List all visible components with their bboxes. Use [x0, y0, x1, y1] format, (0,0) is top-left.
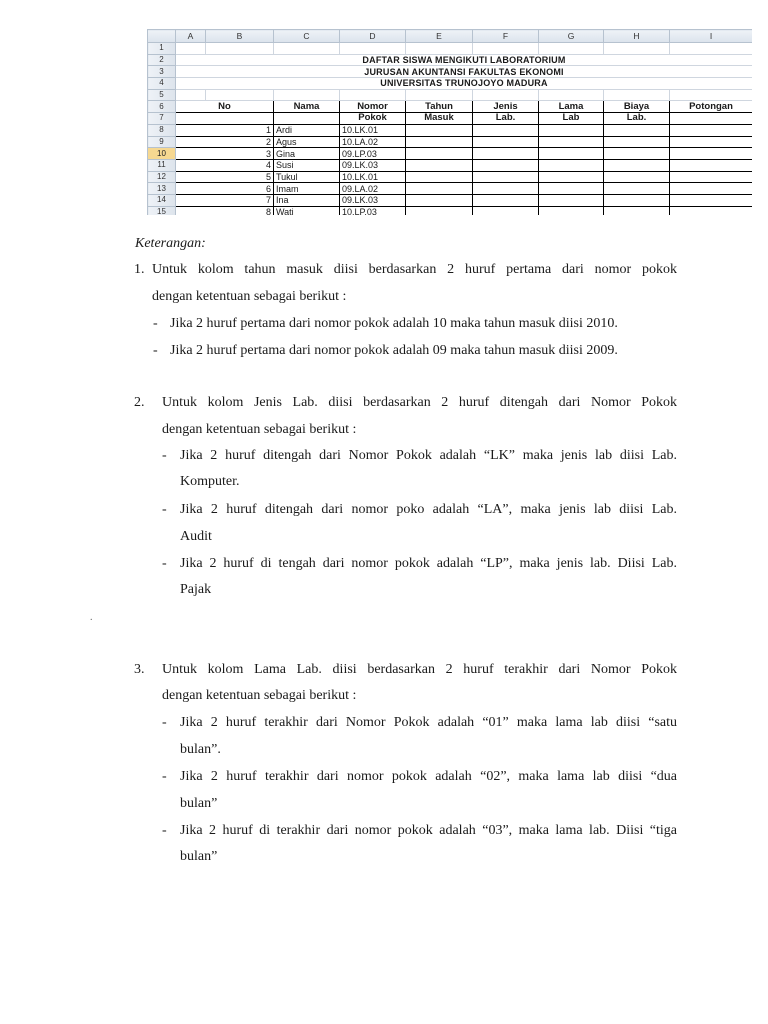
bullet-dash: -	[153, 343, 158, 358]
cell-nomor-pokok: 10.LP.03	[340, 206, 406, 215]
sheet-header-row	[148, 101, 753, 113]
header-biaya-lab: Lab.	[604, 113, 670, 125]
header-nama-2	[274, 113, 340, 125]
row-number: 15	[148, 206, 176, 215]
sheet-row	[148, 43, 753, 55]
cell-nomor-pokok: 10.LA.02	[340, 136, 406, 148]
section3-bullet1-line2: bulan”.	[180, 742, 221, 757]
header-no-2	[176, 113, 274, 125]
header-nomor: Nomor	[340, 101, 406, 113]
table-row	[148, 159, 753, 171]
bullet-dash: -	[162, 502, 167, 517]
row-number: 9	[148, 136, 176, 148]
table-row	[148, 194, 753, 206]
header-nama: Nama	[274, 101, 340, 113]
sheet-row	[148, 54, 753, 66]
sheet-header-row	[148, 113, 753, 125]
header-potongan-2	[670, 113, 753, 125]
section3-bullet1-line1: Jika 2 huruf terakhir dari Nomor Pokok adalah “01” maka lama lab diisi “satu	[180, 715, 677, 730]
cell-no: 1	[176, 124, 274, 136]
section3-line1: Untuk kolom Lama Lab. diisi berdasarkan 2 huruf terakhir dari Nomor Pokok	[162, 662, 677, 677]
spreadsheet-grid	[147, 29, 752, 215]
cell-nama: Wati	[274, 206, 340, 215]
table-row	[148, 124, 753, 136]
cell-nama: Susi	[274, 159, 340, 171]
bullet-dash: -	[162, 769, 167, 784]
column-header-h: H	[604, 30, 670, 43]
row-number: 7	[148, 113, 176, 125]
cell-nama: Gina	[274, 148, 340, 160]
section2-bullet2-line1: Jika 2 huruf ditengah dari nomor poko adalah “LA”, maka jenis lab diisi Lab.	[180, 502, 677, 517]
section2-bullet1-line1: Jika 2 huruf ditengah dari Nomor Pokok adalah “LK” maka jenis lab diisi Lab.	[180, 448, 677, 463]
header-masuk: Masuk	[406, 113, 473, 125]
section2-bullet3-line1: Jika 2 huruf di tengah dari nomor pokok adalah “LP”, maka jenis lab. Diisi Lab.	[180, 556, 677, 571]
row-number: 13	[148, 183, 176, 195]
row-number: 1	[148, 43, 176, 55]
row-number: 8	[148, 124, 176, 136]
section2-line1: Untuk kolom Jenis Lab. diisi berdasarkan 2 huruf ditengah dari Nomor Pokok	[162, 395, 677, 410]
cell-nomor-pokok: 09.LA.02	[340, 183, 406, 195]
section2-bullet3-line2: Pajak	[180, 582, 212, 597]
column-header-f: F	[473, 30, 539, 43]
bullet-dash: -	[162, 823, 167, 838]
column-header-g: G	[539, 30, 604, 43]
section3-bullet3-line1: Jika 2 huruf di terakhir dari nomor pokok adalah “03”, maka lama lab. Diisi “tiga	[180, 823, 677, 838]
sheet-title-line: DAFTAR SISWA MENGIKUTI LABORATORIUM	[176, 54, 753, 66]
sheet-row	[148, 89, 753, 101]
section2-bullet2-line2: Audit	[180, 529, 212, 544]
cell-nomor-pokok: 10.LK.01	[340, 124, 406, 136]
section3-bullet2-line2: bulan”	[180, 796, 218, 811]
section2-line2: dengan ketentuan sebagai berikut :	[162, 422, 357, 437]
cell-nama: Agus	[274, 136, 340, 148]
row-number: 3	[148, 66, 176, 78]
column-header-c: C	[274, 30, 340, 43]
section3-bullet3-line2: bulan”	[180, 849, 218, 864]
row-number: 14	[148, 194, 176, 206]
sheet-row	[148, 78, 753, 90]
keterangan-heading: Keterangan:	[135, 236, 206, 251]
cell-no: 2	[176, 136, 274, 148]
column-header-i: I	[670, 30, 753, 43]
table-row	[148, 183, 753, 195]
cell-nama: Ardi	[274, 124, 340, 136]
cell-no: 4	[176, 159, 274, 171]
section1-bullet1: Jika 2 huruf pertama dari nomor pokok adalah 10 maka tahun masuk diisi 2010.	[170, 316, 618, 331]
cell-nama: Ina	[274, 194, 340, 206]
table-row	[148, 206, 753, 215]
column-header-e: E	[406, 30, 473, 43]
section1-number: 1.	[134, 262, 145, 277]
stray-mark: .	[90, 612, 93, 623]
table-row	[148, 148, 753, 160]
section3-number: 3.	[134, 662, 145, 677]
sheet-title-line: UNIVERSITAS TRUNOJOYO MADURA	[176, 78, 753, 90]
row-number: 4	[148, 78, 176, 90]
header-lama: Lama	[539, 101, 604, 113]
cell-nama: Imam	[274, 183, 340, 195]
header-potongan: Potongan	[670, 101, 753, 113]
section3-line2: dengan ketentuan sebagai berikut :	[162, 688, 357, 703]
cell-no: 5	[176, 171, 274, 183]
cell-nama: Tukul	[274, 171, 340, 183]
bullet-dash: -	[162, 448, 167, 463]
spreadsheet-screenshot	[147, 29, 752, 215]
cell-nomor-pokok: 09.LK.03	[340, 194, 406, 206]
column-header-b: B	[206, 30, 274, 43]
column-header-row	[148, 30, 753, 43]
cell-nomor-pokok: 10.LK.01	[340, 171, 406, 183]
bullet-dash: -	[153, 316, 158, 331]
section1-line1: Untuk kolom tahun masuk diisi berdasarkan 2 huruf pertama dari nomor pokok	[152, 262, 677, 277]
header-no: No	[176, 101, 274, 113]
header-lama-lab: Lab	[539, 113, 604, 125]
bullet-dash: -	[162, 556, 167, 571]
row-number-active: 10	[148, 148, 176, 160]
row-number: 11	[148, 159, 176, 171]
sheet-row	[148, 66, 753, 78]
header-jenis-lab: Lab.	[473, 113, 539, 125]
column-header-d: D	[340, 30, 406, 43]
section3-bullet2-line1: Jika 2 huruf terakhir dari nomor pokok adalah “02”, maka lama lab diisi “dua	[180, 769, 677, 784]
section2-bullet1-line2: Komputer.	[180, 474, 240, 489]
header-jenis: Jenis	[473, 101, 539, 113]
table-row	[148, 171, 753, 183]
section1-line2: dengan ketentuan sebagai berikut :	[152, 289, 347, 304]
header-tahun: Tahun	[406, 101, 473, 113]
row-number: 12	[148, 171, 176, 183]
sheet-title-line: JURUSAN AKUNTANSI FAKULTAS EKONOMI	[176, 66, 753, 78]
cell-no: 7	[176, 194, 274, 206]
row-number: 6	[148, 101, 176, 113]
select-all-corner	[148, 30, 176, 43]
header-pokok: Pokok	[340, 113, 406, 125]
section2-number: 2.	[134, 395, 145, 410]
column-header-a: A	[176, 30, 206, 43]
cell-no: 3	[176, 148, 274, 160]
row-number: 2	[148, 54, 176, 66]
table-row	[148, 136, 753, 148]
header-biaya: Biaya	[604, 101, 670, 113]
bullet-dash: -	[162, 715, 167, 730]
section1-bullet2: Jika 2 huruf pertama dari nomor pokok adalah 09 maka tahun masuk diisi 2009.	[170, 343, 618, 358]
cell-nomor-pokok: 09.LK.03	[340, 159, 406, 171]
cell-no: 6	[176, 183, 274, 195]
cell-nomor-pokok: 09.LP.03	[340, 148, 406, 160]
row-number: 5	[148, 89, 176, 101]
cell-no: 8	[176, 206, 274, 215]
